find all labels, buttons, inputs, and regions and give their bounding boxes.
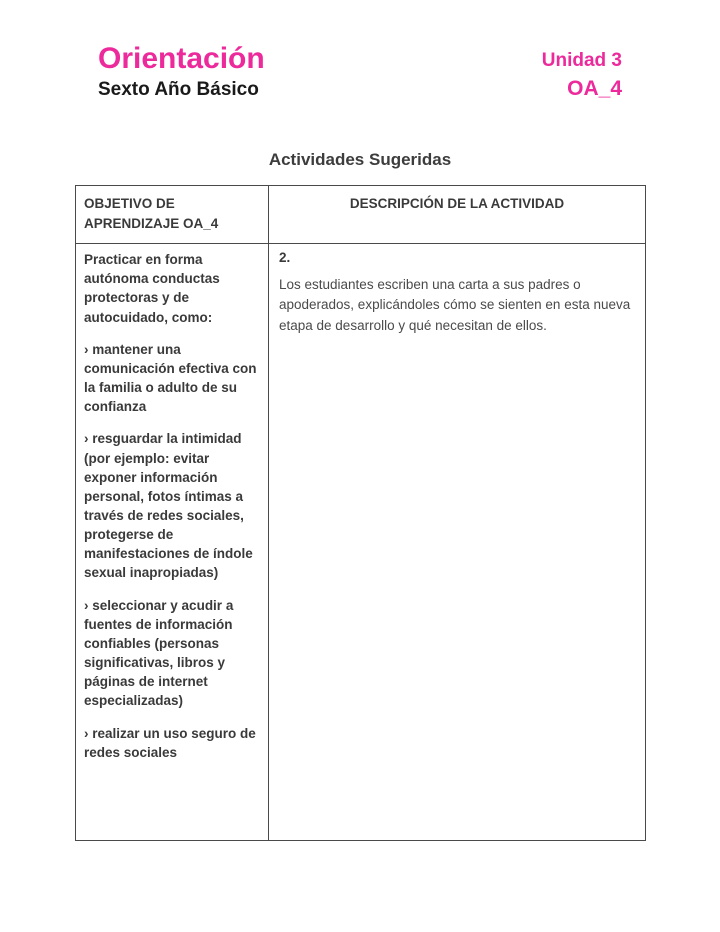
table-header-row (76, 186, 646, 244)
objective-item: › seleccionar y acudir a fuentes de información confiables (personas significativas, libros y páginas de internet especializadas) (84, 597, 234, 709)
activity-number: 2. (279, 250, 291, 266)
objective-cell (76, 244, 269, 841)
oa-code-label: OA_4 (567, 76, 622, 100)
objective-item: › realizar un uso seguro de redes sociales (84, 725, 256, 760)
unit-label: Unidad 3 (541, 50, 622, 71)
objective-item: › resguardar la intimidad (por ejemplo: evitar exponer información personal, fotos íntimas a través de redes sociales, protegerse de manifestaciones de índole sexual inapropiadas) (84, 431, 253, 581)
header-left (98, 42, 265, 101)
activity-description: Los estudiantes escriben una carta a sus padres o apoderados, explicándoles cómo se sienten en esta nueva etapa de desarrollo y qué necesitan de ellos. (279, 277, 631, 333)
activity-column-header: DESCRIPCIÓN DE LA ACTIVIDAD (269, 186, 646, 244)
objective-intro: Practicar en forma autónoma conductas protectoras y de autocuidado, como: (84, 252, 220, 325)
objective-item: › mantener una comunicación efectiva con la familia o adulto de su confianza (84, 341, 257, 415)
activity-cell (269, 244, 646, 841)
objective-column-header: OBJETIVO DE APRENDIZAJE OA_4 (76, 186, 269, 244)
activities-table (75, 185, 646, 841)
grade-subtitle: Sexto Año Básico (98, 78, 259, 100)
header-right (542, 42, 622, 101)
subject-title: Orientación (98, 42, 265, 75)
document-header (98, 42, 622, 101)
table-body-row (76, 244, 646, 841)
section-title: Actividades Sugeridas (268, 150, 452, 169)
